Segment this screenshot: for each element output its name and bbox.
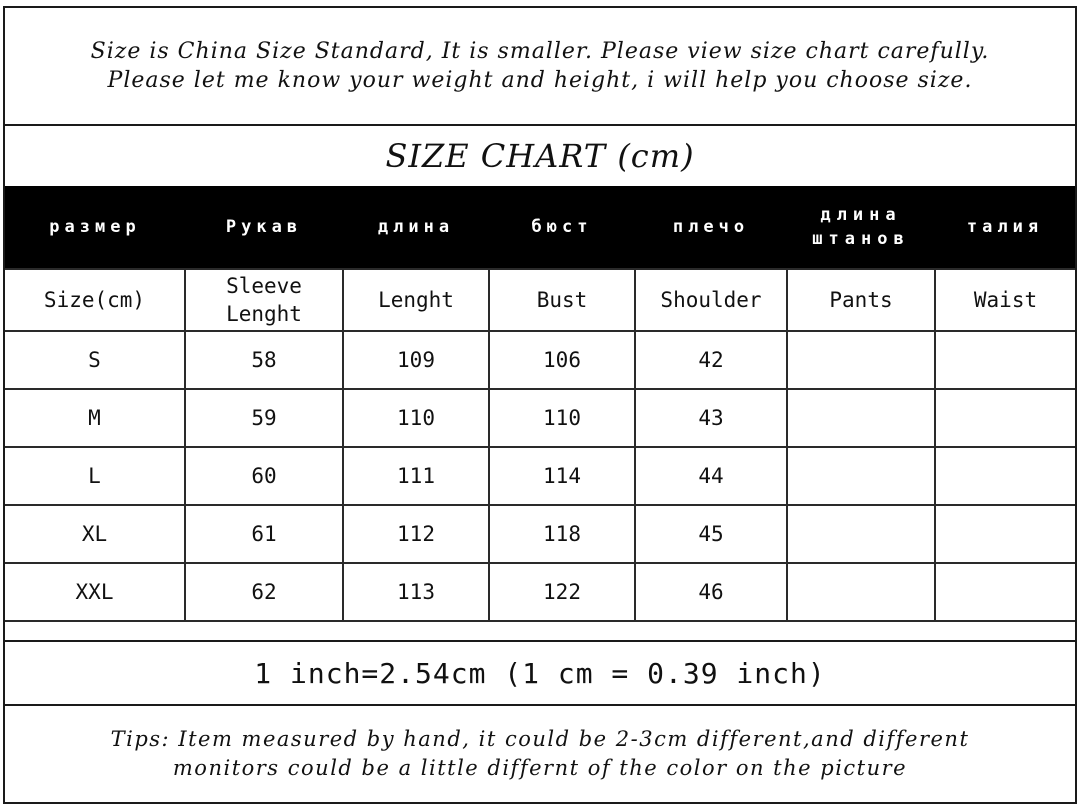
- table-row: [5, 331, 1075, 389]
- cell-length: 110: [343, 389, 489, 447]
- table-row: [5, 505, 1075, 563]
- cell-pants: [787, 331, 935, 389]
- size-notice: [5, 8, 1075, 126]
- tips-note: [5, 706, 1075, 802]
- ru-header-size: размер: [49, 217, 141, 237]
- size-table: [5, 268, 1075, 622]
- ru-header-length: длина: [377, 217, 455, 237]
- cell-waist: [935, 389, 1075, 447]
- cell-shoulder: 46: [635, 563, 787, 621]
- cell-size: XXL: [5, 563, 185, 621]
- cell-pants: [787, 389, 935, 447]
- cell-bust: 118: [489, 505, 635, 563]
- english-header-row: [5, 269, 1075, 331]
- cell-sleeve: 58: [185, 331, 343, 389]
- header-size: Size(cm): [5, 269, 185, 331]
- notice-line-1: Size is China Size Standard, It is smaller. Please view size chart carefully.: [90, 39, 990, 64]
- tips-line-2: monitors could be a little differnt of the color on the picture: [172, 756, 908, 780]
- cell-bust: 110: [489, 389, 635, 447]
- header-pants: Pants: [787, 269, 935, 331]
- ru-header-waist: талия: [966, 217, 1044, 237]
- cell-waist: [935, 331, 1075, 389]
- unit-conversion: 1 inch=2.54cm (1 cm = 0.39 inch): [5, 640, 1075, 706]
- cell-size: S: [5, 331, 185, 389]
- header-sleeve: Sleeve Lenght: [185, 269, 343, 331]
- cell-sleeve: 61: [185, 505, 343, 563]
- cell-length: 113: [343, 563, 489, 621]
- cell-bust: 122: [489, 563, 635, 621]
- cell-waist: [935, 447, 1075, 505]
- ru-header-pants: длина штанов: [812, 205, 910, 249]
- table-row: [5, 389, 1075, 447]
- cell-size: L: [5, 447, 185, 505]
- cell-sleeve: 62: [185, 563, 343, 621]
- header-length: Lenght: [343, 269, 489, 331]
- cell-pants: [787, 505, 935, 563]
- cell-shoulder: 43: [635, 389, 787, 447]
- header-waist: Waist: [935, 269, 1075, 331]
- header-shoulder: Shoulder: [635, 269, 787, 331]
- cell-waist: [935, 505, 1075, 563]
- cell-pants: [787, 563, 935, 621]
- cell-shoulder: 42: [635, 331, 787, 389]
- cell-shoulder: 44: [635, 447, 787, 505]
- cell-bust: 106: [489, 331, 635, 389]
- cell-sleeve: 59: [185, 389, 343, 447]
- ru-header-bust: бюст: [531, 217, 593, 237]
- cell-size: M: [5, 389, 185, 447]
- table-row: [5, 447, 1075, 505]
- cell-waist: [935, 563, 1075, 621]
- cell-shoulder: 45: [635, 505, 787, 563]
- cell-bust: 114: [489, 447, 635, 505]
- size-chart-sheet: [3, 6, 1077, 804]
- cell-length: 111: [343, 447, 489, 505]
- tips-line-1: Tips: Item measured by hand, it could be 2-3cm different,and different: [110, 727, 970, 751]
- cell-length: 112: [343, 505, 489, 563]
- russian-header-row: [5, 186, 1075, 268]
- chart-title: SIZE CHART (cm): [385, 137, 695, 175]
- header-bust: Bust: [489, 269, 635, 331]
- cell-length: 109: [343, 331, 489, 389]
- table-row: [5, 563, 1075, 621]
- cell-sleeve: 60: [185, 447, 343, 505]
- ru-header-shoulder: плечо: [672, 217, 750, 237]
- cell-pants: [787, 447, 935, 505]
- cell-size: XL: [5, 505, 185, 563]
- ru-header-sleeve: Рукав: [225, 217, 303, 237]
- notice-line-2: Please let me know your weight and height, i will help you choose size.: [107, 68, 973, 93]
